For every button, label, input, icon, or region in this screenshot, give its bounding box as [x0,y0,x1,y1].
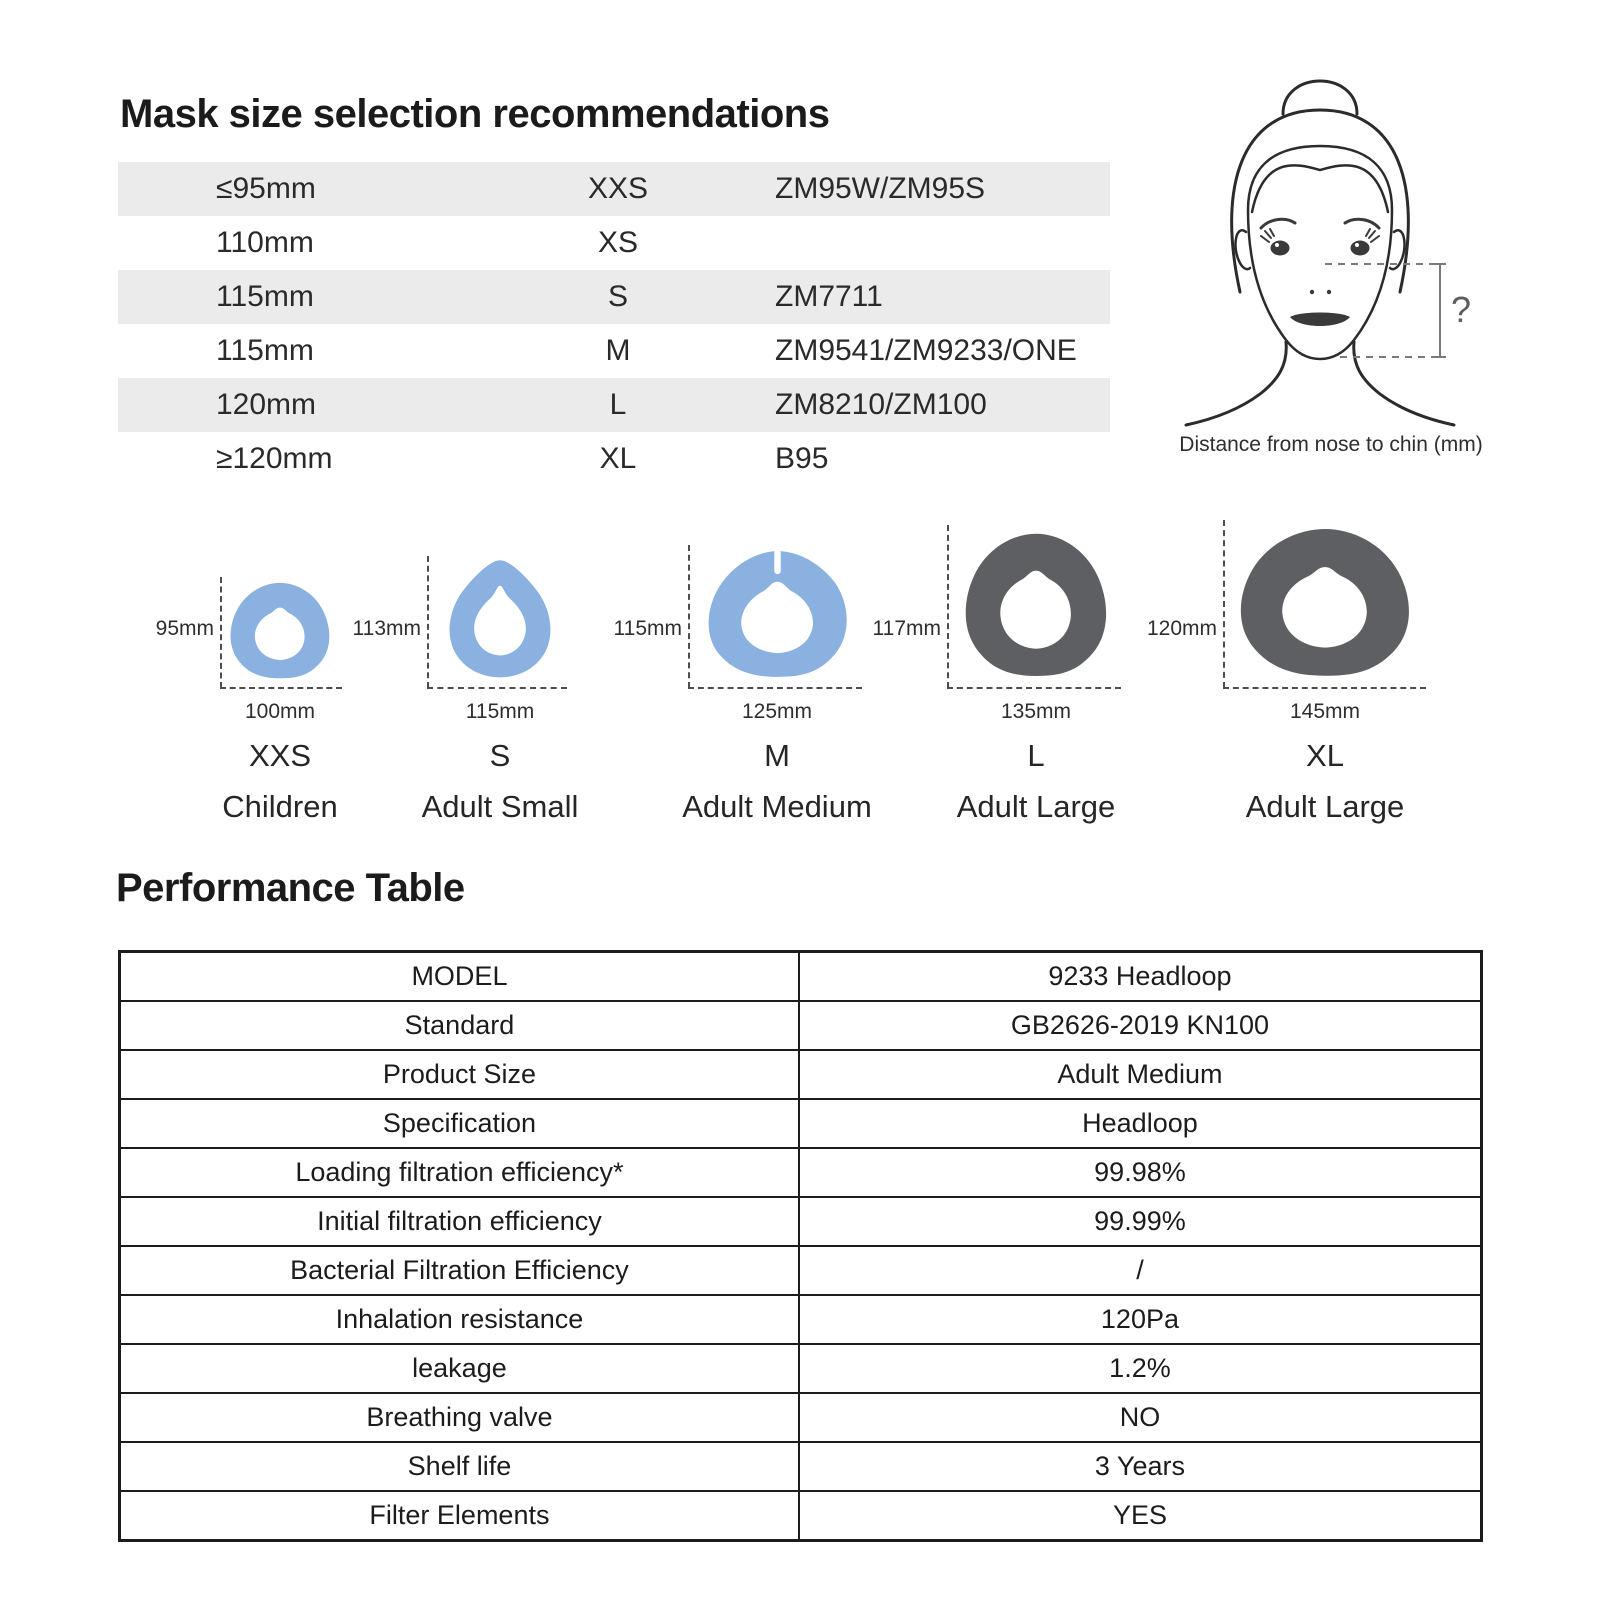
table-row [120,1001,1482,1050]
mask-width-label: 125mm [741,700,813,723]
face-measurement-illustration [1140,50,1480,460]
spec-value: 9233 Headloop [799,952,1482,1002]
size-recommendation-table [118,162,1110,486]
mask-size-code: S [489,738,511,773]
face-size-cell: 110mm [216,226,314,259]
spec-value: 99.98% [799,1148,1482,1197]
spec-value: Headloop [799,1099,1482,1148]
spec-label: Bacterial Filtration Efficiency [120,1246,799,1295]
size-table-row [118,162,1110,216]
model-cell: ZM8210/ZM100 [775,388,987,421]
spec-label: Filter Elements [120,1491,799,1541]
width-dash-line [220,687,342,689]
model-cell: ZM9541/ZM9233/ONE [775,334,1077,367]
height-dash-line [220,577,222,688]
question-mark: ? [1451,289,1472,330]
table-row [120,1393,1482,1442]
table-row [120,1246,1482,1295]
mask-size-code: XL [1306,738,1344,773]
performance-table [118,950,1483,1542]
spec-value: 1.2% [799,1344,1482,1393]
spec-label: Inhalation resistance [120,1295,799,1344]
mask-category: Children [222,789,338,824]
size-code-cell: XL [599,442,637,475]
width-dash-line [947,687,1121,689]
mask-size-code: XXS [248,738,312,773]
face-size-cell: ≥120mm [216,442,333,475]
spec-label: MODEL [120,952,799,1002]
spec-value: GB2626-2019 KN100 [799,1001,1482,1050]
height-dash-line [1223,520,1225,688]
table-row [120,1344,1482,1393]
mask-category: Adult Large [1245,789,1405,824]
spec-label: Shelf life [120,1442,799,1491]
height-dash-line [427,556,429,688]
face-size-cell: 115mm [216,280,314,313]
spec-value: / [799,1246,1482,1295]
face-size-cell: 120mm [216,388,317,421]
spec-value: 120Pa [799,1295,1482,1344]
table-row [120,1099,1482,1148]
mask-category: Adult Small [421,789,579,824]
width-dash-line [427,687,567,689]
spec-label: Specification [120,1099,799,1148]
spec-label: Standard [120,1001,799,1050]
model-cell: ZM7711 [775,280,883,313]
mask-size-code: L [1027,738,1045,773]
size-table-row [118,324,1110,378]
spec-label: Breathing valve [120,1393,799,1442]
mask-cushion-shape [437,556,563,683]
size-code-cell: L [609,388,627,421]
mask-width-label: 115mm [465,700,535,723]
width-dash-line [688,687,862,689]
mask-cushion-shape [223,577,337,683]
table-row [120,1050,1482,1099]
mask-category: Adult Large [956,789,1116,824]
mask-height-label: 117mm [872,617,941,640]
width-dash-line [1223,687,1426,689]
size-section-title: Mask size selection recommendations [120,92,830,136]
spec-value: 99.99% [799,1197,1482,1246]
mask-height-label: 95mm [155,617,214,640]
mask-width-label: 135mm [1000,700,1072,723]
size-table-row [118,378,1110,432]
mask-width-label: 100mm [244,700,316,723]
size-code-cell: XS [597,226,639,259]
mask-cushion-shape [697,545,858,683]
size-code-cell: XXS [587,172,649,205]
size-table-row [118,432,1110,486]
face-size-cell: 115mm [216,334,314,367]
mask-cushion-shape [955,525,1117,683]
face-figure-caption: Distance from nose to chin (mm) [1179,433,1483,456]
table-row [120,1197,1482,1246]
spec-value: NO [799,1393,1482,1442]
size-table-row [118,270,1110,324]
table-row [120,1442,1482,1491]
height-dash-line [947,525,949,688]
mask-size-code: M [764,738,790,773]
model-cell: ZM95W/ZM95S [775,172,986,205]
table-row [120,952,1482,1002]
height-dash-line [688,545,690,688]
mask-width-label: 145mm [1289,700,1361,723]
spec-value: YES [799,1491,1482,1541]
mask-top-slot [774,550,780,575]
spec-label: Loading filtration efficiency* [120,1148,799,1197]
spec-label: Product Size [120,1050,799,1099]
size-code-cell: S [607,280,628,313]
spec-value: Adult Medium [799,1050,1482,1099]
mask-height-label: 115mm [613,617,682,640]
mask-category: Adult Medium [682,789,872,824]
face-size-cell: ≤95mm [216,172,316,205]
size-code-cell: M [605,334,631,367]
mask-height-label: 113mm [352,617,421,640]
model-cell: B95 [775,442,829,475]
spec-label: leakage [120,1344,799,1393]
spec-label: Initial filtration efficiency [120,1197,799,1246]
mask-height-label: 120mm [1146,617,1217,640]
spec-value: 3 Years [799,1442,1482,1491]
performance-section-title: Performance Table [116,866,465,910]
table-row [120,1295,1482,1344]
table-row [120,1148,1482,1197]
size-table-row [118,216,1110,270]
mask-cushion-shape [1228,520,1422,683]
table-row [120,1491,1482,1541]
